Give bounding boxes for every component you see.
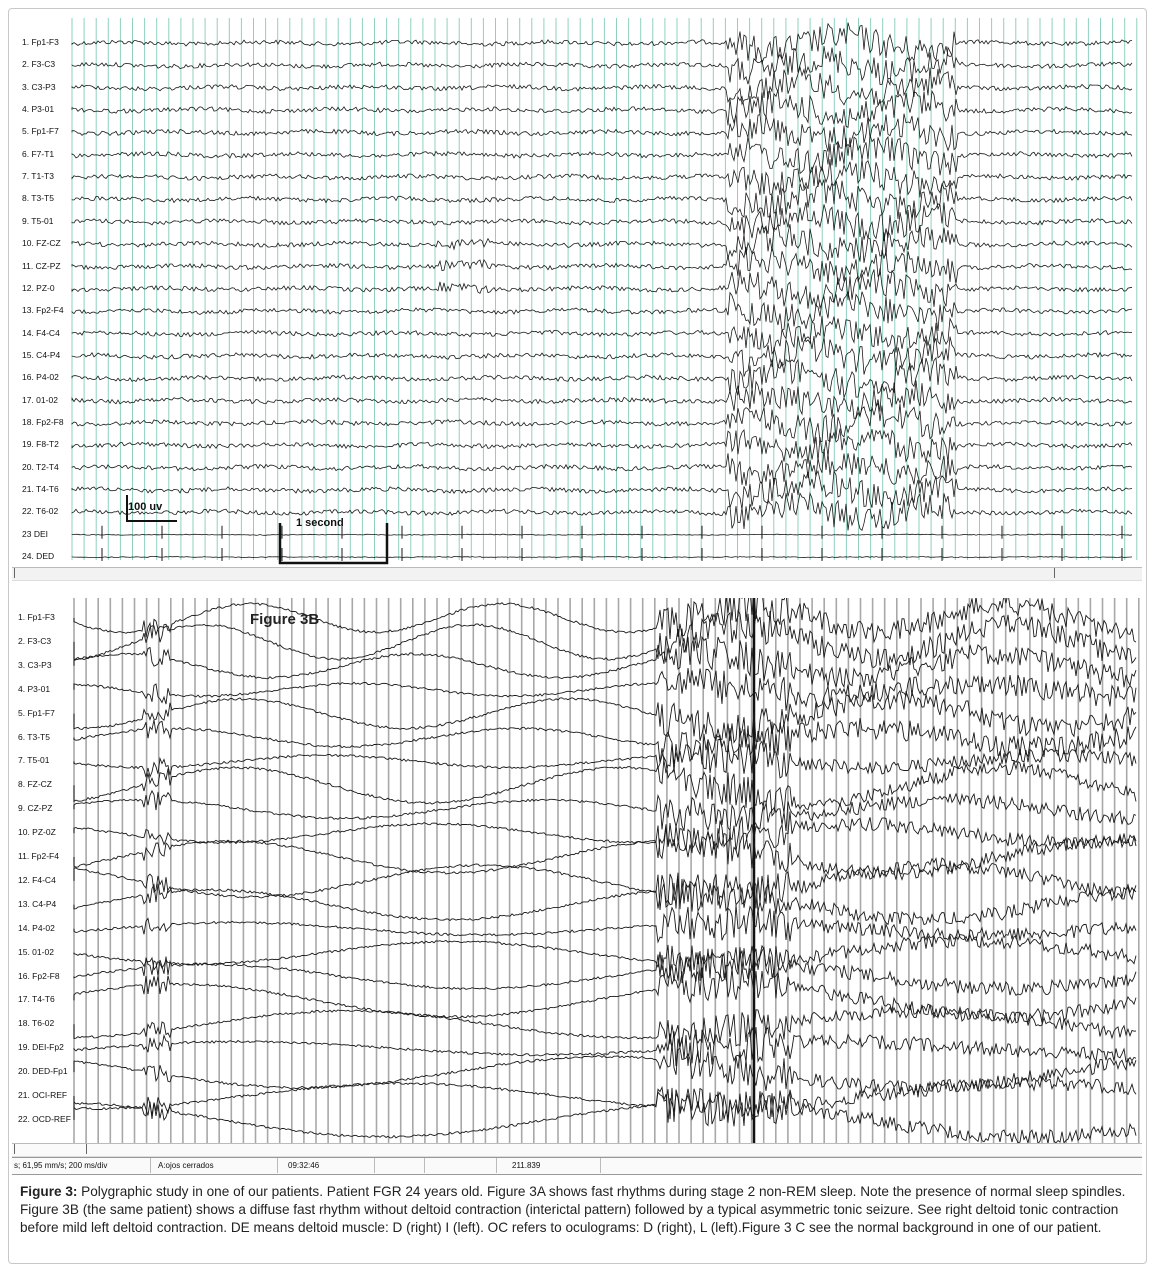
figure-3a-eeg-panel (12, 18, 1142, 568)
channel-label: 21. T4-T6 (22, 484, 59, 494)
channel-label: 16. Fp2-F8 (18, 970, 60, 981)
eeg-trace (72, 135, 1132, 175)
channel-label: 17. 01-02 (22, 394, 58, 405)
eeg-trace (72, 471, 1132, 509)
status-time: 09:32:46 (288, 1161, 320, 1170)
eeg-trace (72, 202, 1132, 241)
channel-label: 18. T6-02 (18, 1018, 55, 1029)
channel-label: 17. T4-T6 (18, 994, 55, 1005)
channel-label: 6. T3-T5 (18, 731, 50, 742)
eeg-trace (74, 757, 1136, 815)
channel-label: 20. T2-T4 (22, 461, 59, 472)
eeg-trace (72, 90, 1132, 128)
eeg-trace (74, 598, 1136, 642)
eeg-trace (74, 823, 1136, 880)
channel-label: 15. C4-P4 (22, 349, 61, 360)
grid-lines (74, 598, 1139, 1146)
channel-label: 3. C3-P3 (22, 81, 56, 92)
eeg-trace (74, 1087, 1136, 1143)
channel-label: 14. P4-02 (18, 922, 55, 933)
eeg-trace (72, 336, 1132, 377)
channel-label: 19. F8-T2 (22, 439, 59, 450)
channel-label: 7. T5-01 (18, 755, 50, 766)
channel-label: 13. C4-P4 (18, 898, 57, 909)
eeg-trace (74, 812, 1136, 858)
eeg-trace (72, 224, 1132, 263)
channel-label: 7. T1-T3 (22, 171, 54, 182)
channel-label: 15. 01-02 (18, 946, 54, 957)
caption-label: Figure 3: (20, 1184, 78, 1199)
channel-label: 10. FZ-CZ (22, 238, 61, 249)
figure-3b-eeg-panel (12, 598, 1142, 1146)
status-state: A:ojos cerrados (158, 1161, 214, 1170)
channel-label: 14. F4-C4 (22, 327, 60, 338)
status-bar (12, 1157, 1142, 1175)
caption-text: Polygraphic study in one of our patients. Patient FGR 24 years old. Figure 3A shows fast rhythms during stage 2 non-REM sleep. Note the presence of normal sleep spindles. Figure 3B (the same patient) shows a diffuse fast rhythm without deltoid contraction (interictal pattern) followed by a typical asymmetric tonic seizure. See right deltoid tonic contraction before mild left deltoid contraction. DE means deltoid muscle: D (right) I (left). OC refers to oculograms: D (right), L (left).Figure 3 C see the normal background in one of our patient. (20, 1184, 1126, 1235)
eeg-trace (74, 691, 1136, 743)
channel-label: 11. Fp2-F4 (18, 851, 59, 861)
eeg-trace (74, 718, 1136, 764)
eeg-trace (74, 791, 1136, 831)
eeg-trace (72, 316, 1132, 354)
eeg-trace (72, 247, 1132, 285)
eeg-trace (72, 23, 1132, 63)
channel-label: 10. PZ-0Z (18, 827, 56, 838)
eeg-trace (72, 292, 1132, 331)
eeg-trace (74, 611, 1136, 670)
figure-3b-traces (12, 598, 1142, 1146)
eeg-trace (72, 403, 1132, 444)
eeg-trace (72, 114, 1132, 152)
figure-3a-traces (12, 18, 1142, 568)
channel-label: 13. Fp2-F4 (22, 305, 64, 316)
channel-label: 8. T3-T5 (22, 193, 54, 204)
eeg-trace (72, 429, 1132, 464)
eeg-trace (74, 935, 1136, 981)
eeg-trace (72, 449, 1132, 486)
channel-label: 20. DED-Fp1 (18, 1066, 68, 1077)
eeg-trace (72, 493, 1132, 531)
eeg-trace (74, 1004, 1136, 1046)
status-speed: s; 61,95 mm/s; 200 ms/div (14, 1161, 108, 1170)
channel-label: 2. F3-C3 (18, 635, 52, 646)
channel-label: 16. P4-02 (22, 372, 59, 383)
figure-3b-title: Figure 3B (250, 611, 320, 628)
channel-label: 5. Fp1-F7 (18, 707, 55, 718)
channel-label: 1. Fp1-F3 (22, 37, 59, 47)
figure-3b-scrollbar[interactable] (12, 1143, 1142, 1157)
channel-label: 4. P3-01 (18, 683, 51, 694)
eeg-trace (72, 159, 1132, 197)
eeg-trace (72, 358, 1132, 398)
channel-label: 5. Fp1-F7 (22, 126, 59, 137)
channel-label: 9. T5-01 (22, 215, 54, 226)
eeg-trace (74, 905, 1136, 942)
eeg-trace (74, 1027, 1136, 1066)
amplitude-scale-label: 100 uv (128, 501, 163, 513)
eeg-trace (72, 67, 1132, 105)
eeg-trace (72, 179, 1132, 219)
eeg-trace (72, 534, 1132, 535)
channel-label: 8. FZ-CZ (18, 779, 52, 790)
channel-label: 12. PZ-0 (22, 282, 55, 293)
channel-label: 6. F7-T1 (22, 148, 55, 159)
channel-label: 12. F4-C4 (18, 874, 56, 885)
time-scale-label: 1 second (296, 517, 344, 529)
channel-label: 19. DEI-Fp2 (18, 1042, 64, 1053)
channel-label: 23 DEI (22, 528, 48, 539)
eeg-trace (74, 873, 1136, 925)
channel-label: 24. DED (22, 551, 55, 562)
channel-label: 11. CZ-PZ (22, 260, 61, 271)
eeg-trace (74, 947, 1136, 995)
channel-label: 21. OCI-REF (18, 1090, 68, 1100)
channel-label: 22. OCD-REF (18, 1113, 71, 1124)
eeg-trace (72, 557, 1132, 558)
channel-label: 9. CZ-PZ (18, 803, 53, 814)
eeg-trace (72, 380, 1132, 418)
eeg-trace (72, 268, 1132, 308)
figure-3a-scrollbar[interactable] (12, 567, 1142, 581)
channel-label: 2. F3-C3 (22, 59, 56, 70)
channel-label: 18. Fp2-F8 (22, 416, 64, 427)
channel-label: 4. P3-01 (22, 104, 55, 115)
eeg-trace (74, 858, 1136, 912)
eeg-trace (72, 46, 1132, 85)
channel-label: 3. C3-P3 (18, 659, 52, 670)
figure-caption (20, 1183, 1138, 1237)
status-value: 211.839 (512, 1161, 541, 1170)
channel-label: 1. Fp1-F3 (18, 612, 55, 622)
channel-label: 22. T6-02 (22, 506, 59, 517)
